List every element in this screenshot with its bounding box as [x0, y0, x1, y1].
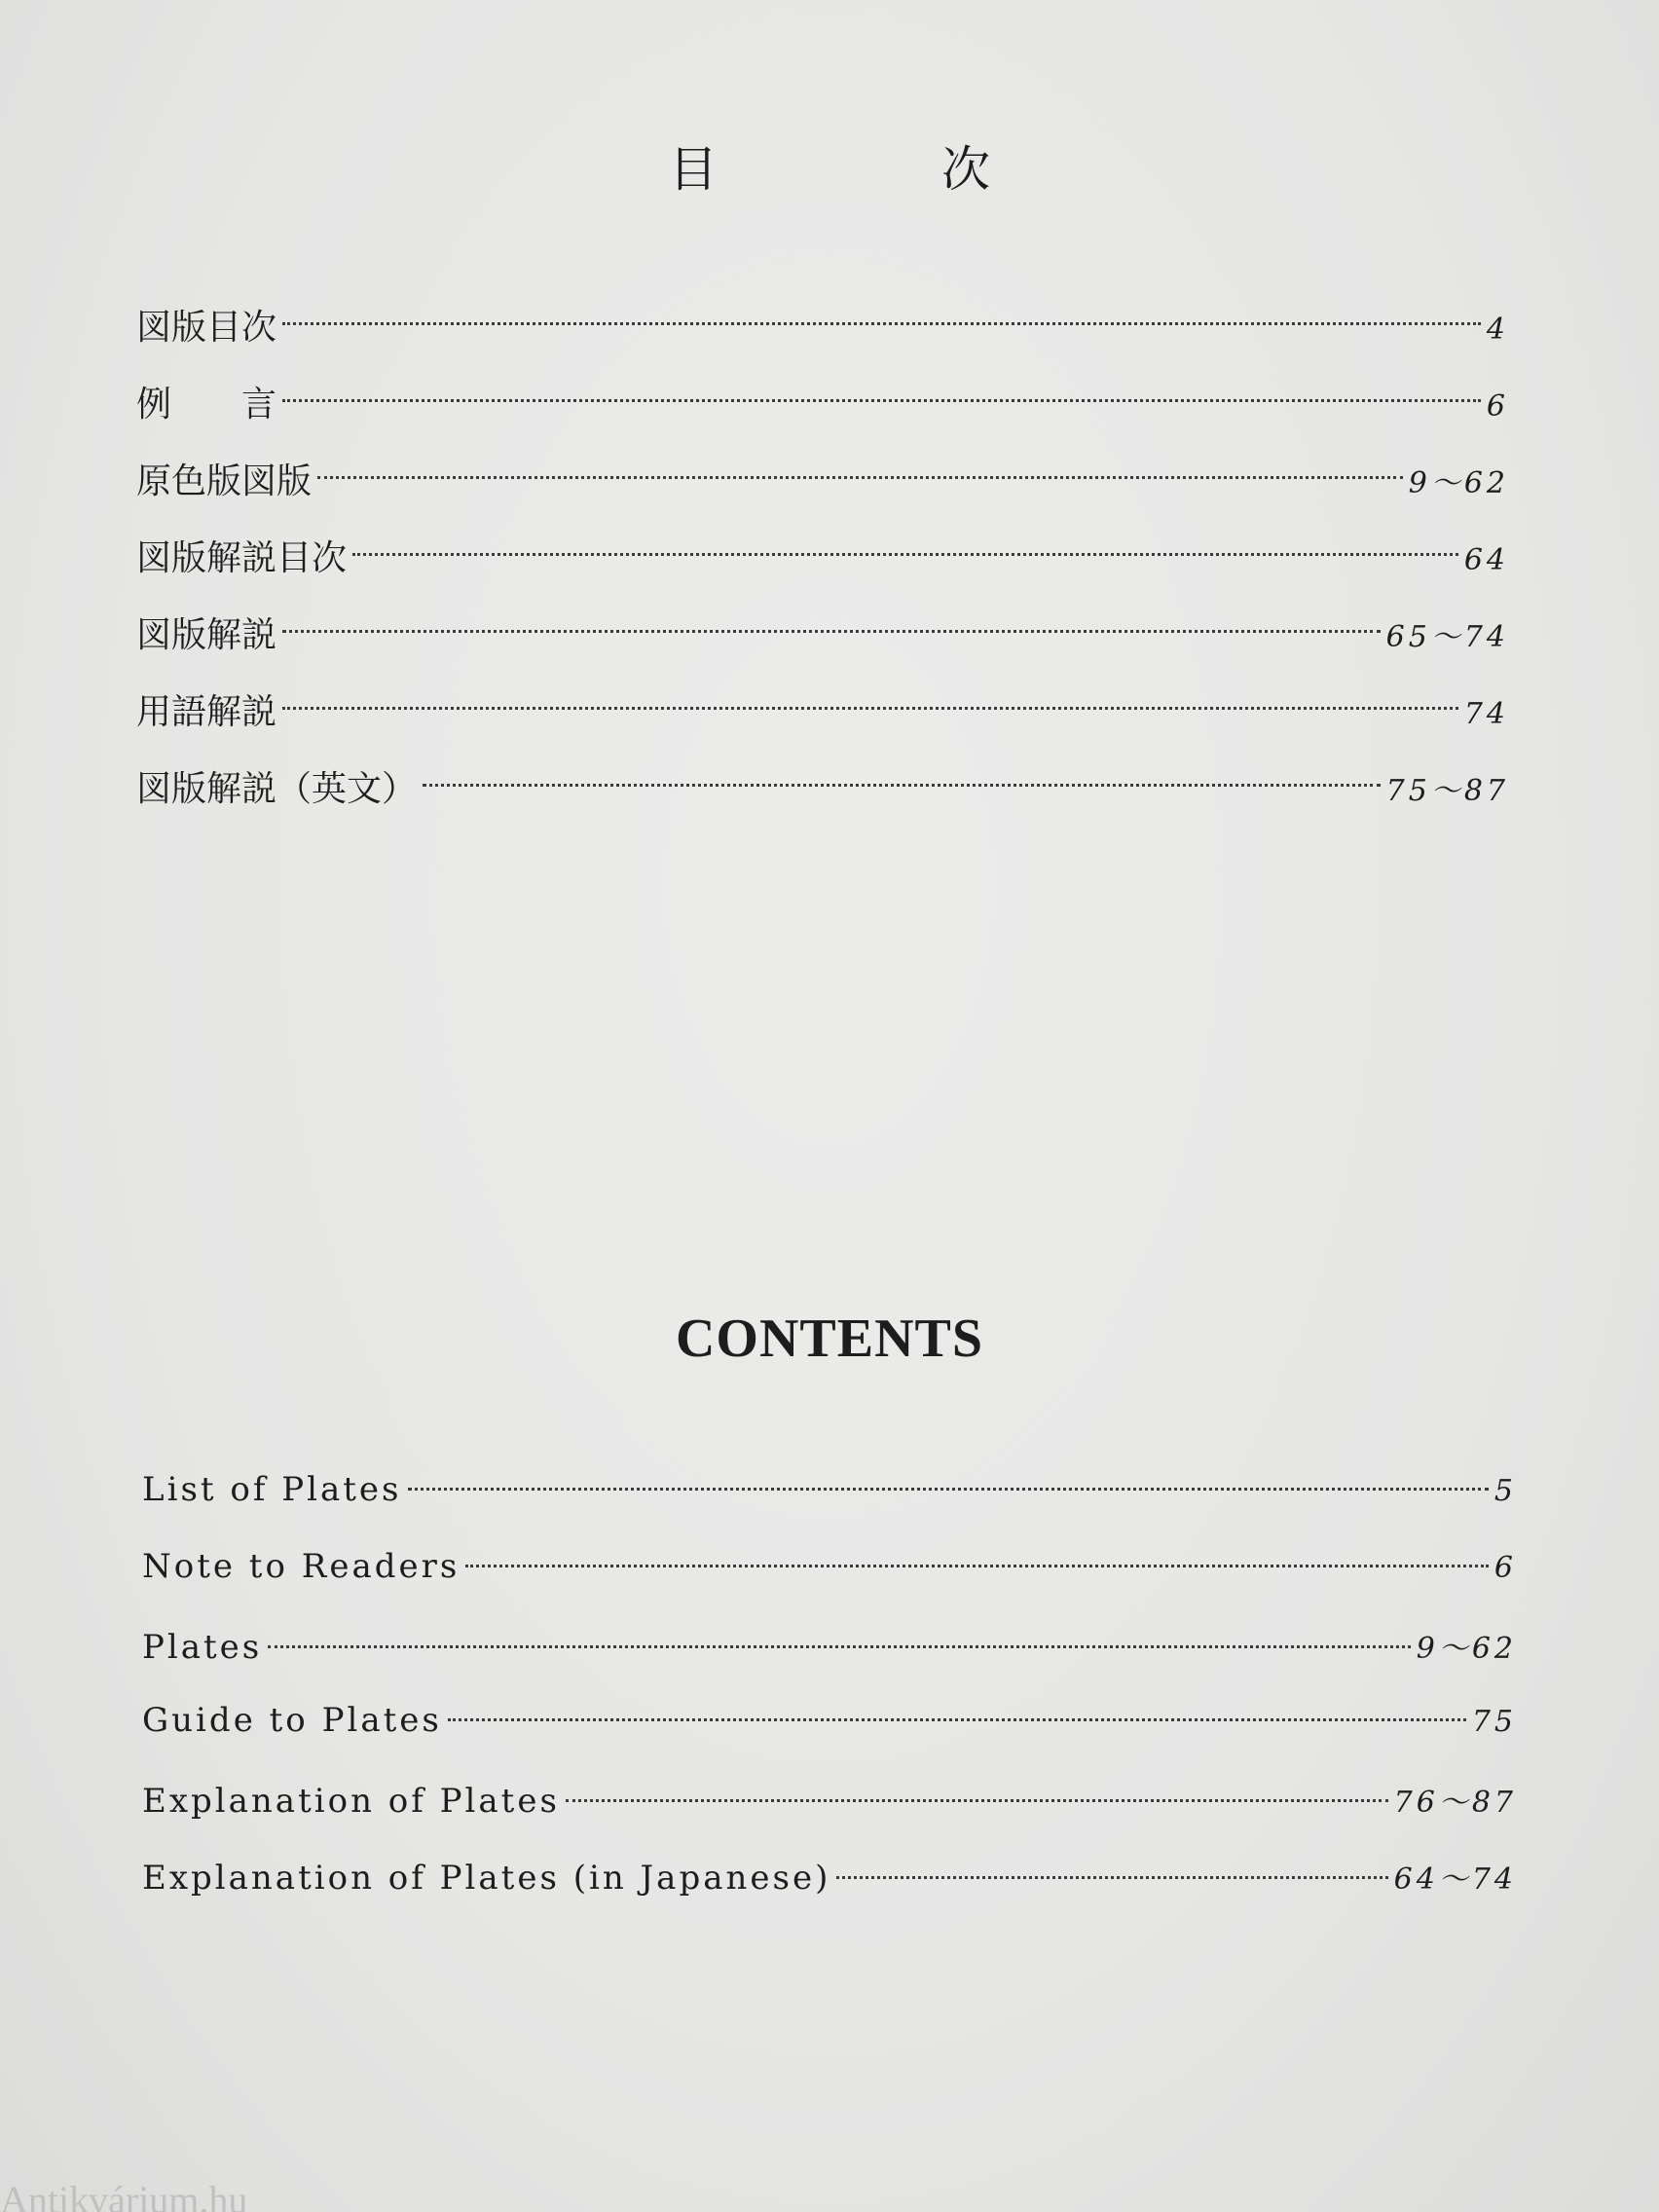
dot-leader: [317, 476, 1403, 479]
jp-toc-entry-page: 65～74: [1385, 620, 1509, 654]
en-toc-entry-label: Explanation of Plates: [142, 1782, 560, 1821]
watermark-text: Antikvárium.hu: [0, 2185, 248, 2212]
en-contents-title: CONTENTS: [675, 1308, 984, 1369]
en-contents-list: [142, 1470, 1517, 1932]
dot-leader: [465, 1565, 1489, 1567]
dot-leader: [448, 1718, 1466, 1721]
dot-leader: [352, 553, 1458, 556]
en-toc-entry: [142, 1470, 1517, 1547]
jp-toc-entry-page: 6: [1486, 389, 1509, 424]
jp-toc-entry-label: 図版解説: [136, 615, 277, 655]
jp-toc-entry: [136, 684, 1509, 761]
en-toc-entry: [142, 1547, 1517, 1624]
jp-toc-entry-label: 例 言: [136, 385, 277, 424]
jp-toc-entry-page: 74: [1463, 697, 1509, 731]
en-toc-entry: [142, 1701, 1517, 1778]
en-toc-entry-page: 64～74: [1393, 1862, 1517, 1897]
en-toc-entry-label: Note to Readers: [142, 1547, 461, 1586]
jp-toc-entry-page: 4: [1486, 313, 1509, 347]
dot-leader: [423, 784, 1381, 787]
jp-toc-entry-page: 9～62: [1408, 466, 1509, 500]
jp-toc-entry: [136, 531, 1509, 608]
jp-toc-entry: [136, 377, 1509, 454]
dot-leader: [268, 1645, 1410, 1648]
jp-toc-entry-label: 図版解説（英文）: [136, 769, 418, 809]
jp-toc-entry: [136, 454, 1509, 531]
en-toc-entry-label: Explanation of Plates (in Japanese): [142, 1859, 831, 1898]
en-toc-entry-page: 5: [1493, 1474, 1517, 1508]
jp-toc-entry-label: 図版目次: [136, 308, 277, 348]
jp-contents-list: [136, 300, 1509, 838]
en-toc-entry-page: 75: [1471, 1705, 1517, 1739]
en-toc-entry-label: List of Plates: [142, 1470, 402, 1509]
jp-toc-entry-label: 用語解説: [136, 692, 277, 732]
jp-contents-title: 目 次: [669, 140, 1078, 198]
watermark: [0, 2185, 370, 2212]
en-toc-entry-label: Plates: [142, 1628, 263, 1667]
jp-toc-entry: [136, 761, 1509, 838]
en-toc-entry-page: 76～87: [1393, 1786, 1517, 1820]
dot-leader: [836, 1876, 1387, 1879]
en-toc-entry: [142, 1778, 1517, 1855]
jp-toc-entry: [136, 300, 1509, 377]
jp-toc-entry-page: 75～87: [1385, 774, 1509, 808]
en-toc-entry-page: 6: [1493, 1551, 1517, 1585]
jp-toc-entry: [136, 608, 1509, 684]
dot-leader: [408, 1488, 1489, 1491]
dot-leader: [282, 322, 1481, 325]
jp-toc-entry-label: 原色版図版: [136, 461, 313, 501]
dot-leader: [282, 707, 1458, 710]
jp-toc-entry-page: 64: [1463, 543, 1509, 577]
en-toc-entry: [142, 1624, 1517, 1701]
dot-leader: [282, 399, 1481, 402]
jp-toc-entry-label: 図版解説目次: [136, 538, 348, 578]
en-toc-entry: [142, 1855, 1517, 1932]
dot-leader: [566, 1799, 1388, 1802]
dot-leader: [282, 630, 1381, 633]
en-toc-entry-page: 9～62: [1416, 1632, 1517, 1666]
en-toc-entry-label: Guide to Plates: [142, 1701, 442, 1740]
